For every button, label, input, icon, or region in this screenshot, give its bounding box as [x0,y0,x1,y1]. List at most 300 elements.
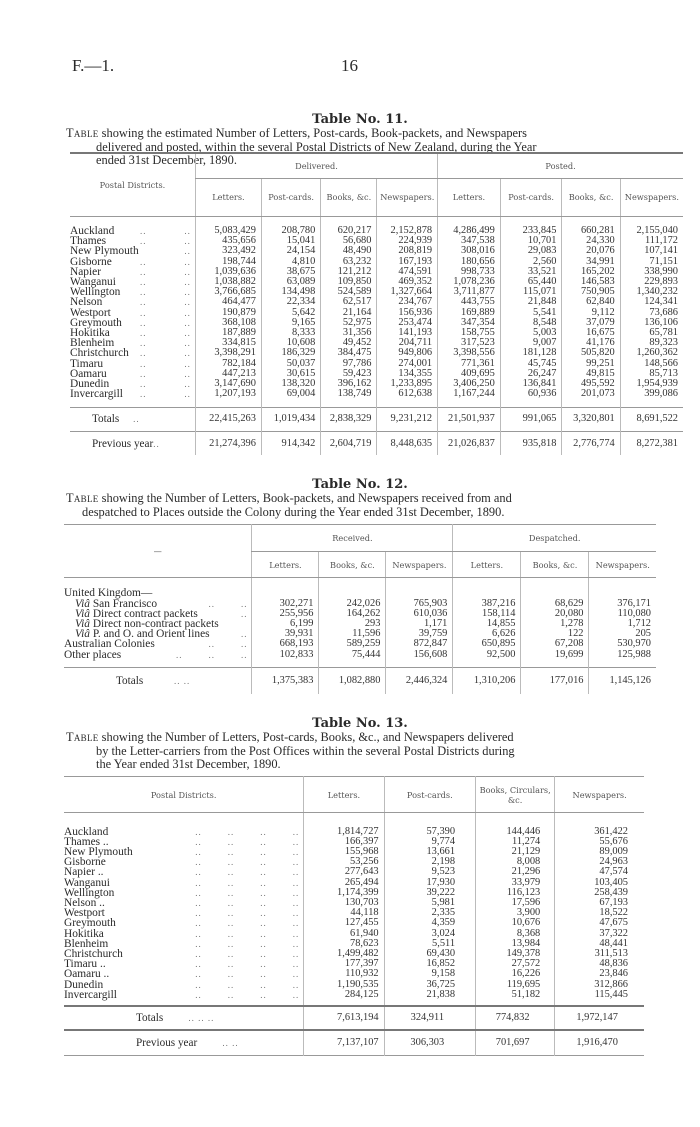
value-cell: 750,905 [562,287,620,297]
district-cell: Wellington .. .. .. .. [64,886,300,899]
value-cell: 115,071 [500,287,562,297]
previous-year-value: 701,697 [476,1030,555,1056]
district-cell: Napier .. .. [70,265,191,278]
value-cell: 3,398,291 [195,348,261,358]
place-name: Direct contract packets [89,607,198,620]
value-cell: 253,474 [377,318,438,328]
value-cell: 65,781 [620,328,683,338]
group-label: United Kingdom— [64,586,153,599]
value-cell: 27,572 [476,959,555,969]
total-value: 1,082,880 [319,668,386,694]
value-cell: 48,490 [321,246,377,256]
value-cell: 13,984 [476,939,555,949]
value-cell: 155,968 [304,847,384,857]
value-cell: 127,455 [304,918,384,928]
column-header: Letters. [453,552,521,578]
value-cell: 3,900 [476,908,555,918]
value-cell: 610,036 [386,609,453,619]
value-cell: 5,083,429 [195,226,261,236]
value-cell: 21,164 [321,308,377,318]
value-cell: 110,080 [589,609,656,619]
value-cell: 69,430 [384,949,475,959]
previous-year-value: 2,604,719 [321,431,377,455]
column-header: Books, &c. [521,552,589,578]
page-number: 16 [341,56,358,75]
place-cell: Viâ Direct contract packets .. [75,607,248,620]
value-cell: 8,333 [261,328,320,338]
value-cell: 198,744 [195,257,261,267]
column-header: Post-cards. [500,178,562,216]
total-value: 7,613,194 [304,1006,384,1030]
district-name: Thames [70,235,107,248]
value-cell: 134,498 [261,287,320,297]
value-cell: 612,638 [377,389,438,399]
value-cell: 399,086 [620,389,683,399]
value-cell: 110,932 [304,969,384,979]
value-cell: 21,129 [476,847,555,857]
place-name: Direct non-contract packets [89,617,219,630]
district-name: Oamaru [70,367,107,380]
value-cell: 24,154 [261,246,320,256]
table-row [64,918,644,928]
district-name: Wanganui [70,276,116,289]
value-cell: 37,322 [555,929,644,939]
district-name: New Plymouth [64,845,133,858]
district-cell: Thames .. .. .. .. .. [64,835,300,848]
value-cell: 8,548 [500,318,562,328]
previous-year-value: 21,026,837 [438,431,501,455]
received-group-header: Received. [252,525,453,552]
value-cell: 2,198 [384,857,475,867]
value-cell: 9,007 [500,338,562,348]
value-cell: 4,286,499 [438,226,501,236]
district-name: Nelson [70,296,103,309]
district-cell: Christchurch .. .. .. .. [64,947,300,960]
value-cell: 872,847 [386,639,453,649]
value-cell: 15,041 [261,236,320,246]
value-cell: 347,354 [438,318,501,328]
value-cell: 89,009 [555,847,644,857]
district-name: Wanganui [64,876,110,889]
delivered-group-header: Delivered. [195,153,437,178]
value-cell: 242,026 [319,599,386,609]
total-value: 22,415,263 [195,407,261,431]
value-cell: 204,711 [377,338,438,348]
total-value: 21,501,937 [438,407,501,431]
value-cell: 146,583 [562,277,620,287]
previous-year-value: 8,448,635 [377,431,438,455]
district-cell: New Plymouth .. .. .. .. [64,845,300,858]
table-row [64,650,656,660]
value-cell: 24,963 [555,857,644,867]
value-cell: 469,352 [377,277,438,287]
total-value: 8,691,522 [620,407,683,431]
postal-districts-header: Postal Districts. [64,777,304,813]
value-cell: 55,676 [555,837,644,847]
district-cell: Blenheim .. .. [70,337,191,350]
place-name: P. and O. and Orient lines [89,628,210,641]
value-cell: 92,500 [453,650,521,660]
value-cell: 998,733 [438,267,501,277]
value-cell: 102,833 [252,650,319,660]
district-cell: Greymouth .. .. .. .. [64,917,300,930]
value-cell: 4,359 [384,918,475,928]
value-cell: 10,676 [476,918,555,928]
value-cell: 234,767 [377,297,438,307]
district-cell: Auckland .. .. [70,225,191,237]
value-cell: 60,936 [500,389,562,399]
value-cell: 181,128 [500,348,562,358]
value-cell: 156,608 [386,650,453,660]
value-cell: 384,475 [321,348,377,358]
page-header [72,56,660,78]
value-cell: 376,171 [589,599,656,609]
value-cell: 1,190,535 [304,980,384,990]
value-cell: 9,112 [562,308,620,318]
district-name: Westport [64,907,105,920]
district-cell: Gisborne .. .. .. .. [64,856,300,869]
column-header: Newspapers. [377,178,438,216]
district-name: Auckland [64,825,109,838]
value-cell: 52,975 [321,318,377,328]
value-cell: 347,538 [438,236,501,246]
district-name: Wellington [70,286,121,299]
place-cell: Viâ San Francisco .. .. [75,597,248,610]
value-cell: 18,522 [555,908,644,918]
totals-label: Totals .. .. [116,674,191,687]
value-cell: 156,936 [377,308,438,318]
place-cell: Viâ Direct non-contract packets [75,617,219,630]
value-cell: 10,701 [500,236,562,246]
value-cell: 39,222 [384,888,475,898]
previous-year-value: 7,137,107 [304,1030,384,1056]
value-cell: 3,147,690 [195,379,261,389]
value-cell: 5,541 [500,308,562,318]
table13-caption: Table showing the Number of Letters, Post-cards, Books, &c., and Newspapers delivered by the Letter-carriers from the Post Offices within the several Postal Districts during the Year ended 31st December, 1890. [66,730,515,771]
document-reference: F.—1. [72,56,115,75]
value-cell: 166,397 [304,837,384,847]
value-cell: 1,340,232 [620,287,683,297]
column-header: Letters. [438,178,501,216]
district-cell: Invercargill .. .. .. .. [64,988,300,1001]
value-cell: 65,440 [500,277,562,287]
value-cell: 435,656 [195,236,261,246]
value-cell: 524,589 [321,287,377,297]
district-name: New Plymouth [70,245,139,258]
value-cell: 396,162 [321,379,377,389]
district-name: Dunedin [64,978,104,991]
district-cell: Auckland .. .. .. .. [64,825,300,838]
value-cell: 8,008 [476,857,555,867]
value-cell: 5,511 [384,939,475,949]
value-cell: 63,089 [261,277,320,287]
previous-year-value: 21,274,396 [195,431,261,455]
value-cell: 201,073 [562,389,620,399]
value-cell: 1,038,882 [195,277,261,287]
district-name: Invercargill [64,988,117,1001]
value-cell: 293 [319,619,386,629]
value-cell: 30,615 [261,369,320,379]
previous-year-label: Previous year.. [92,437,160,450]
value-cell: 361,422 [555,827,644,837]
district-name: Wellington [64,886,115,899]
column-header: Books, &c. [562,178,620,216]
value-cell: 107,141 [620,246,683,256]
value-cell: 89,323 [620,338,683,348]
district-cell: Oamaru .. .. [70,367,191,380]
value-cell: 121,212 [321,267,377,277]
total-value: 324,911 [384,1006,475,1030]
previous-year-value: 8,272,381 [620,431,683,455]
district-cell: Nelson .. .. .. .. .. [64,896,300,909]
value-cell: 284,125 [304,990,384,1000]
previous-year-label: Previous year .. .. [136,1037,239,1050]
value-cell: 158,755 [438,328,501,338]
district-cell: Dunedin .. .. [70,378,191,391]
total-value: 774,832 [476,1006,555,1030]
column-header: Post-cards. [261,178,320,216]
value-cell: 5,642 [261,308,320,318]
value-cell: 1,499,482 [304,949,384,959]
value-cell: 31,356 [321,328,377,338]
value-cell: 3,406,250 [438,379,501,389]
total-value: 2,446,324 [386,668,453,694]
place-name: Australian Colonies [64,638,155,651]
total-value: 9,231,212 [377,407,438,431]
value-cell: 277,643 [304,867,384,877]
value-cell: 1,078,236 [438,277,501,287]
column-header: Newspapers. [620,178,683,216]
value-cell: 164,262 [319,609,386,619]
stub-header: — [64,525,252,578]
value-cell: 59,423 [321,369,377,379]
place-name: Other places [64,648,122,661]
total-value: 991,065 [500,407,562,431]
value-cell: 10,608 [261,338,320,348]
value-cell: 186,329 [261,348,320,358]
district-cell: Gisborne .. .. [70,255,191,268]
district-cell: Wellington .. .. [70,286,191,299]
district-cell: Dunedin .. .. .. .. [64,978,300,991]
value-cell: 9,523 [384,867,475,877]
value-cell: 443,755 [438,297,501,307]
column-header: Letters. [195,178,261,216]
column-header: Books, &c. [321,178,377,216]
total-value: 1,019,434 [261,407,320,431]
value-cell: 149,378 [476,949,555,959]
value-cell: 258,439 [555,888,644,898]
value-cell: 124,341 [620,297,683,307]
value-cell: 3,766,685 [195,287,261,297]
value-cell: 3,024 [384,929,475,939]
value-cell: 233,845 [500,226,562,236]
value-cell: 323,492 [195,246,261,256]
value-cell: 116,123 [476,888,555,898]
district-name: Westport [70,306,111,319]
value-cell: 474,591 [377,267,438,277]
value-cell: 38,675 [261,267,320,277]
value-cell: 208,819 [377,246,438,256]
value-cell: 505,820 [562,348,620,358]
value-cell: 464,477 [195,297,261,307]
district-name: Invercargill [70,388,123,401]
total-value: 177,016 [521,668,589,694]
value-cell: 136,106 [620,318,683,328]
value-cell: 122 [521,629,589,639]
value-cell: 26,247 [500,369,562,379]
value-cell: 190,879 [195,308,261,318]
table-row [64,639,656,649]
district-name: Hokitika [70,327,110,340]
value-cell: 41,176 [562,338,620,348]
value-cell: 16,226 [476,969,555,979]
value-cell: 19,699 [521,650,589,660]
value-cell: 11,596 [319,629,386,639]
table12-caption: Table showing the Number of Letters, Book-packets, and Newspapers received from and despatched to Places outside the Colony during the Year ended 31st December, 1890. [66,491,512,519]
value-cell: 6,626 [453,629,521,639]
total-value: 2,838,329 [321,407,377,431]
value-cell: 144,446 [476,827,555,837]
district-name: Dunedin [70,378,110,391]
district-name: Timaru .. [64,958,106,971]
value-cell: 169,889 [438,308,501,318]
value-cell: 33,979 [476,878,555,888]
total-value: 1,310,206 [453,668,521,694]
table12 [64,524,656,694]
value-cell: 67,193 [555,898,644,908]
value-cell: 660,281 [562,226,620,236]
value-cell: 109,850 [321,277,377,287]
value-cell: 103,405 [555,878,644,888]
value-cell: 71,151 [620,257,683,267]
value-cell: 48,836 [555,959,644,969]
value-cell: 1,327,664 [377,287,438,297]
value-cell: 158,114 [453,609,521,619]
district-cell: Oamaru .. .. .. .. .. [64,968,300,981]
value-cell: 229,893 [620,277,683,287]
posted-group-header: Posted. [438,153,683,178]
district-cell: Blenheim .. .. .. .. [64,937,300,950]
value-cell: 36,725 [384,980,475,990]
value-cell: 29,083 [500,246,562,256]
value-cell: 49,452 [321,338,377,348]
value-cell: 1,814,727 [304,827,384,837]
value-cell: 8,368 [476,929,555,939]
value-cell: 39,931 [252,629,319,639]
value-cell: 165,202 [562,267,620,277]
total-value: 3,320,801 [562,407,620,431]
district-cell: Thames .. .. [70,235,191,248]
previous-year-value: 306,303 [384,1030,475,1056]
value-cell: 3,711,877 [438,287,501,297]
value-cell: 338,990 [620,267,683,277]
totals-label: Totals .. [92,413,140,426]
value-cell: 255,956 [252,609,319,619]
value-cell: 125,988 [589,650,656,660]
value-cell: 115,445 [555,990,644,1000]
district-name: Christchurch [70,347,129,360]
value-cell: 5,981 [384,898,475,908]
value-cell: 387,216 [453,599,521,609]
value-cell: 119,695 [476,980,555,990]
value-cell: 2,335 [384,908,475,918]
value-cell: 1,171 [386,619,453,629]
value-cell: 765,903 [386,599,453,609]
value-cell: 57,390 [384,827,475,837]
value-cell: 650,895 [453,639,521,649]
previous-year-value: 2,776,774 [562,431,620,455]
district-cell: Nelson .. .. [70,296,191,309]
district-cell: Hokitika .. .. [70,327,191,340]
value-cell: 21,848 [500,297,562,307]
column-header: Newspapers. [386,552,453,578]
column-header: Books, &c. [319,552,386,578]
value-cell: 495,592 [562,379,620,389]
value-cell: 1,278 [521,619,589,629]
place-name: San Francisco [89,597,158,610]
table12-title: Table No. 12. [312,477,408,492]
value-cell: 368,108 [195,318,261,328]
table11 [70,152,683,455]
district-cell: Hokitika .. .. .. .. [64,927,300,940]
value-cell: 75,444 [319,650,386,660]
value-cell: 130,703 [304,898,384,908]
value-cell: 39,759 [386,629,453,639]
caption-lead: Table [66,126,99,140]
place-cell: Viâ P. and O. and Orient lines .. [75,628,248,641]
district-name: Hokitika [64,927,104,940]
value-cell: 949,806 [377,348,438,358]
value-cell: 49,815 [562,369,620,379]
value-cell: 1,167,244 [438,389,501,399]
value-cell: 33,521 [500,267,562,277]
value-cell: 53,256 [304,857,384,867]
value-cell: 771,361 [438,359,501,369]
value-cell: 4,810 [261,257,320,267]
value-cell: 24,330 [562,236,620,246]
value-cell: 1,260,362 [620,348,683,358]
previous-year-value: 935,818 [500,431,562,455]
district-name: Greymouth [64,917,116,930]
value-cell: 51,182 [476,990,555,1000]
value-cell: 668,193 [252,639,319,649]
value-cell: 34,991 [562,257,620,267]
value-cell: 1,207,193 [195,389,261,399]
value-cell: 78,623 [304,939,384,949]
previous-year-value: 914,342 [261,431,320,455]
value-cell: 138,320 [261,379,320,389]
value-cell: 1,174,399 [304,888,384,898]
value-cell: 37,079 [562,318,620,328]
district-name: Nelson .. [64,896,105,909]
value-cell: 3,398,556 [438,348,501,358]
district-name: Auckland [70,225,115,237]
value-cell: 138,749 [321,389,377,399]
district-cell: Timaru .. .. [70,357,191,370]
value-cell: 16,852 [384,959,475,969]
district-name: Napier [70,265,101,278]
value-cell: 167,193 [377,257,438,267]
value-cell: 334,815 [195,338,261,348]
value-cell: 317,523 [438,338,501,348]
table11-title: Table No. 11. [312,112,408,127]
district-cell: Timaru .. .. .. .. .. [64,958,300,971]
district-name: Timaru [70,357,104,370]
value-cell: 141,193 [377,328,438,338]
value-cell: 134,355 [377,369,438,379]
value-cell: 111,172 [620,236,683,246]
district-cell: Invercargill .. .. [70,388,191,401]
